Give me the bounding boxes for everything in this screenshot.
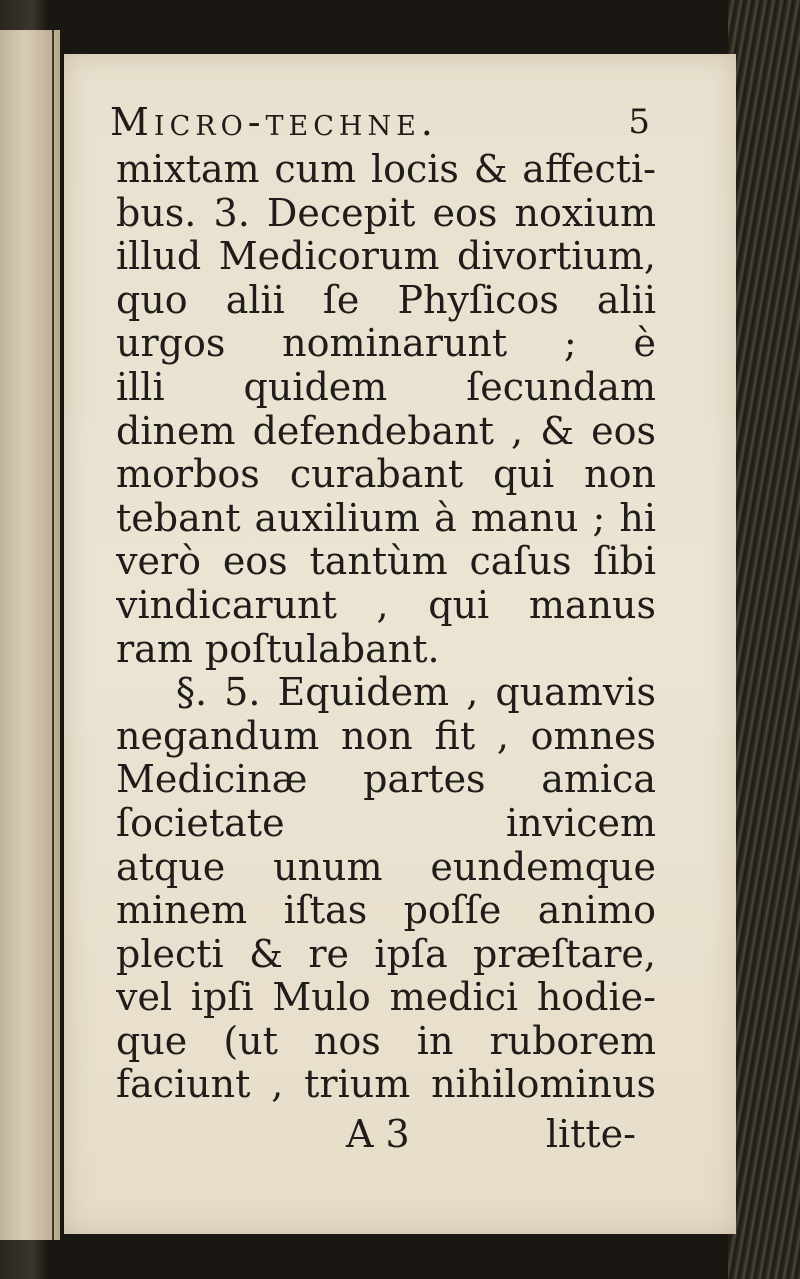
text-line: bus. 3. Decepit eos noxium bbox=[116, 191, 656, 235]
text-line: vel ipſi Mulo medici hodie- bbox=[116, 976, 656, 1020]
text-line: faciunt , trium nihilominus bbox=[116, 1063, 656, 1107]
running-title: Micro-techne. bbox=[110, 100, 438, 144]
text-line: ram poſtulabant. bbox=[116, 626, 440, 671]
text-line: negandum non fit , omnes bbox=[116, 714, 656, 758]
signature-mark: A 3 bbox=[346, 1112, 410, 1156]
text-line: vindicarunt , qui manus bbox=[116, 583, 656, 627]
text-line: dinem defendebant , & eos bbox=[116, 409, 656, 453]
page-header bbox=[110, 100, 650, 150]
text-line: verò eos tantùm caſus ſibi bbox=[116, 540, 656, 584]
text-line: illi quidem ſecundam bbox=[116, 365, 656, 409]
page-number: 5 bbox=[628, 102, 650, 142]
text-line: minem iſtas poſſe animo bbox=[116, 889, 656, 933]
text-line: morbos curabant qui non bbox=[116, 453, 656, 497]
body-text bbox=[116, 148, 656, 1107]
gutter-line bbox=[52, 30, 54, 1240]
catchword: litte- bbox=[545, 1112, 636, 1156]
text-line: atque unum eundemque bbox=[116, 845, 656, 889]
text-line: plecti & re ipſa præſtare, bbox=[116, 932, 656, 976]
page-stack-edge bbox=[728, 0, 800, 1279]
text-line: ſocietate invicem bbox=[116, 801, 656, 845]
page-footer bbox=[116, 1112, 656, 1162]
text-line: urgos nominarunt ; è bbox=[116, 322, 656, 366]
text-line: quo alii ſe Phyſicos alii bbox=[116, 278, 656, 322]
text-line: Medicinæ partes amica bbox=[116, 758, 656, 802]
text-line: §. 5. Equidem , quamvis bbox=[176, 671, 656, 715]
text-line: que (ut nos in ruborem bbox=[116, 1019, 656, 1063]
facing-page-edge bbox=[0, 30, 60, 1240]
text-line: mixtam cum locis & affecti- bbox=[116, 148, 656, 191]
text-line: illud Medicorum divortium, bbox=[116, 235, 656, 279]
text-line: tebant auxilium à manu ; hi bbox=[116, 496, 656, 540]
